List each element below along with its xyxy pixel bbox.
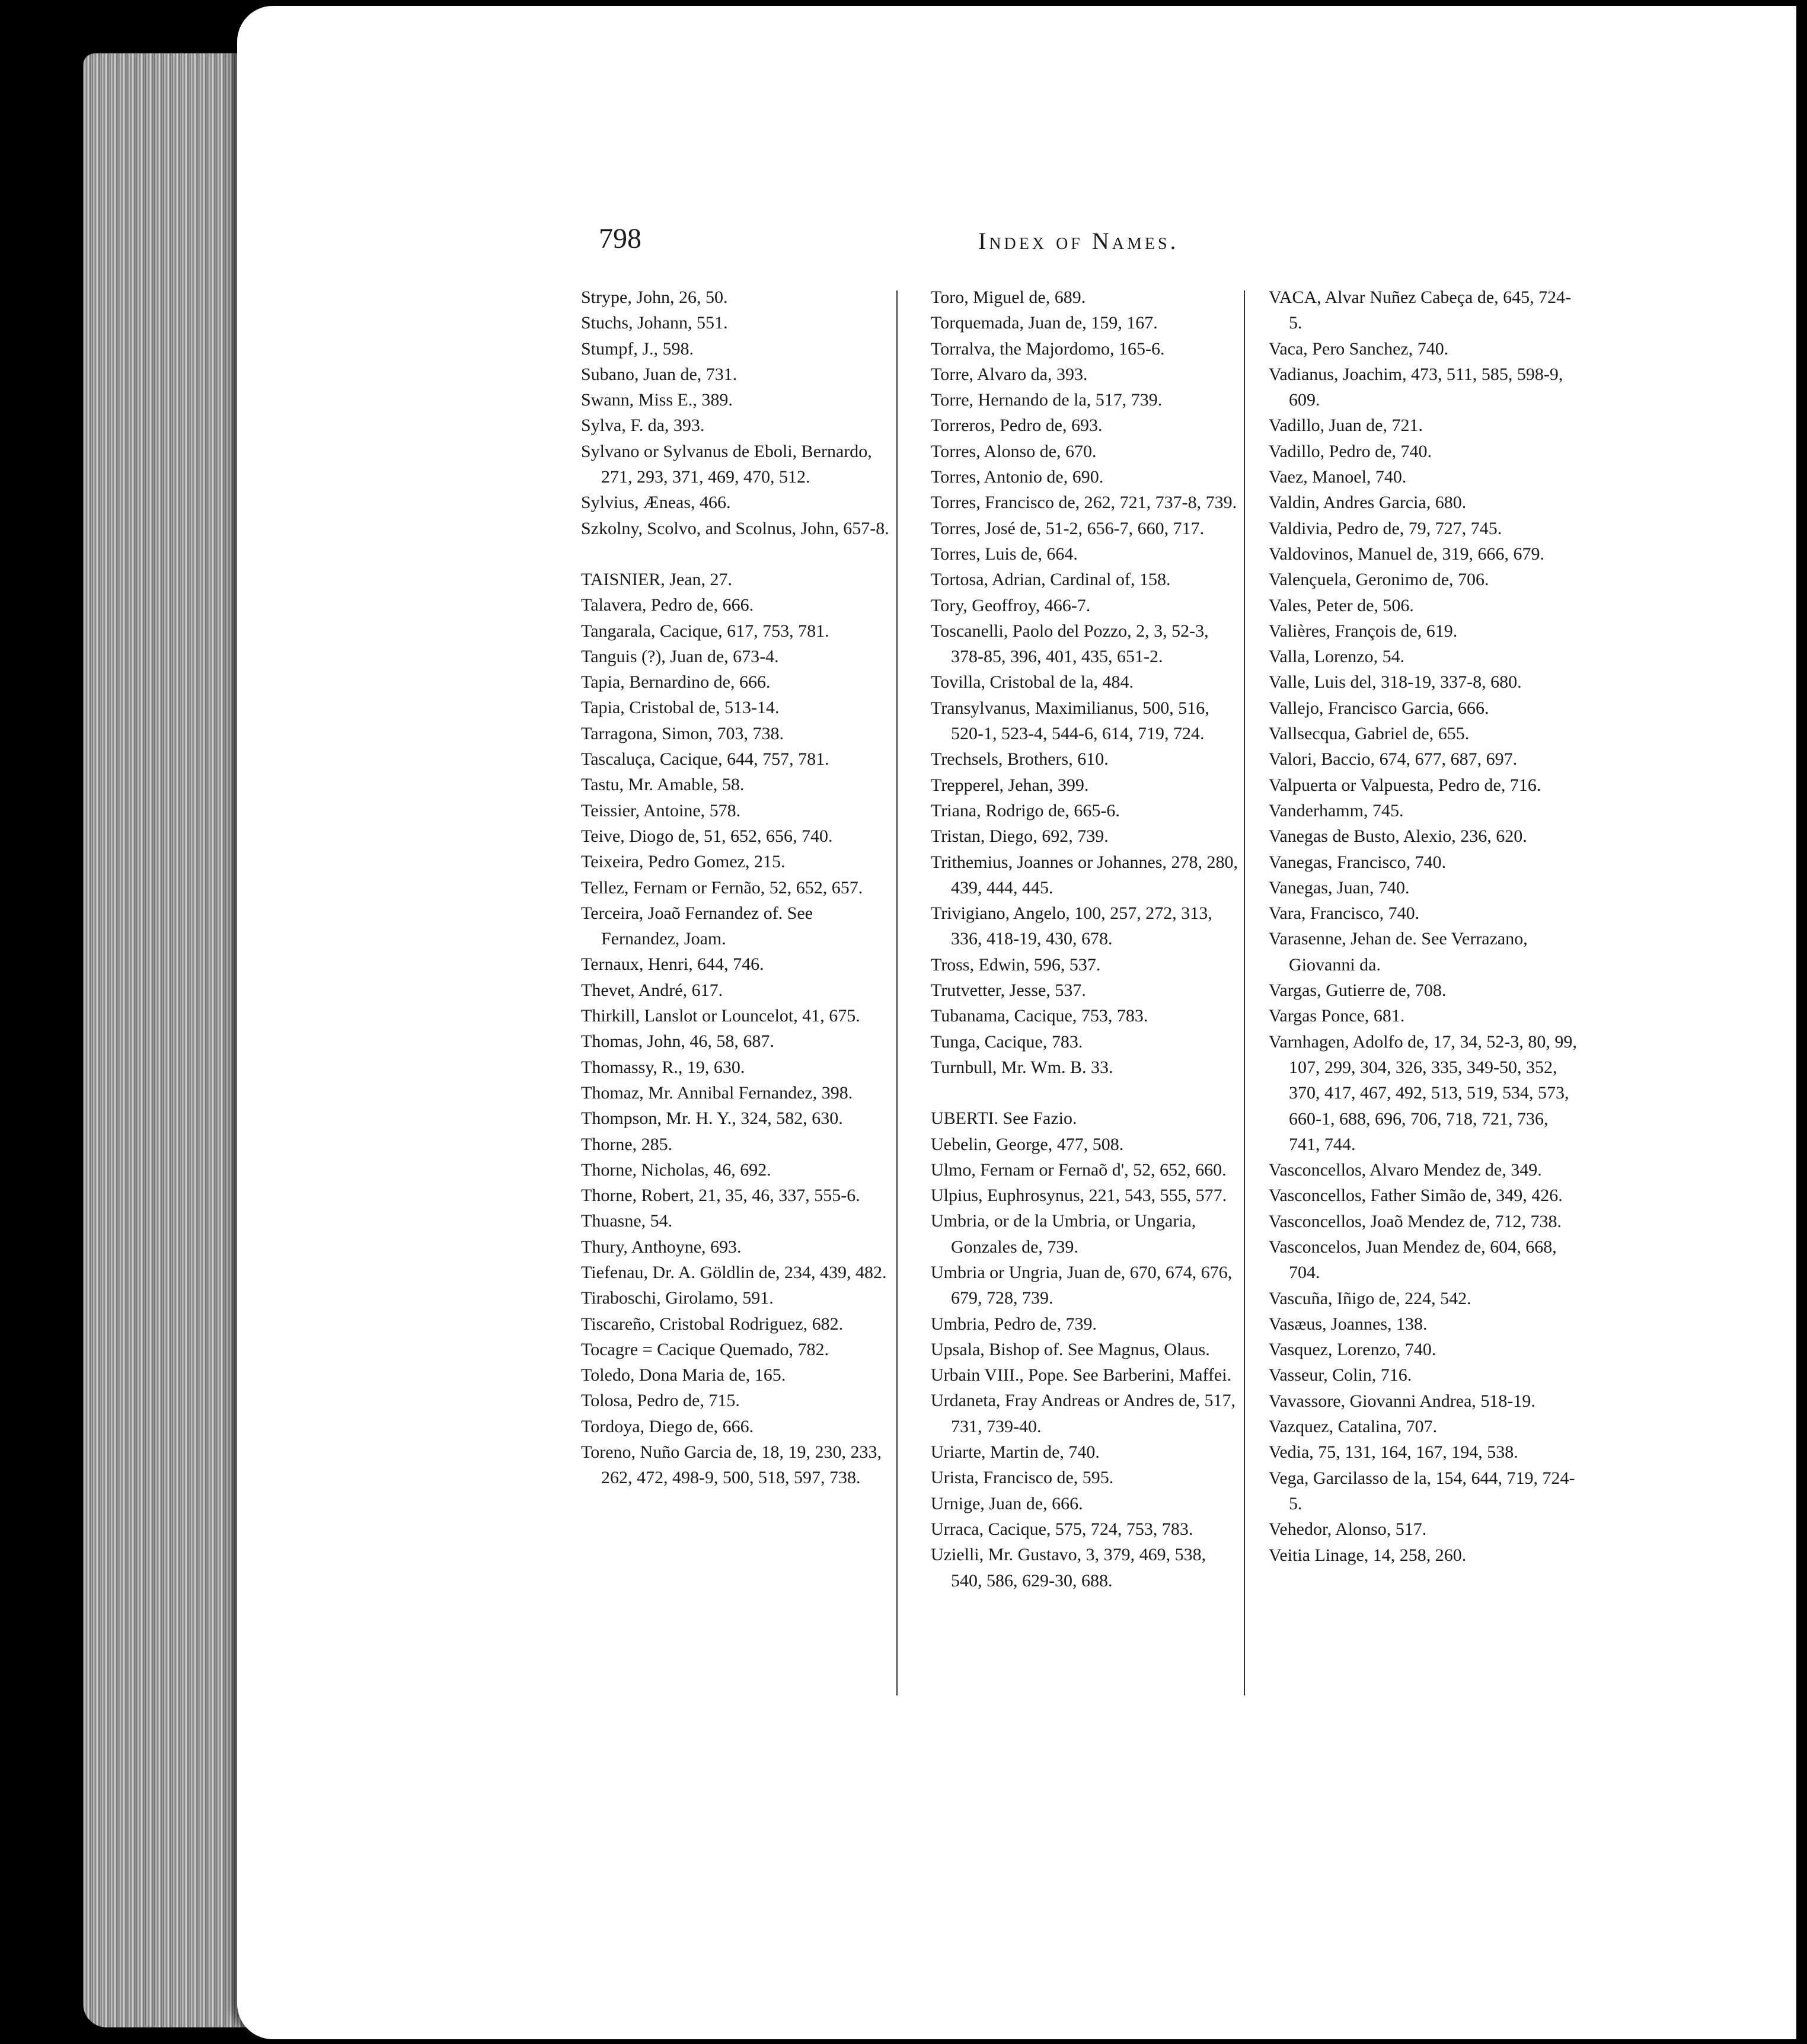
index-entry: Stumpf, J., 598. [581,338,694,359]
index-entry: Torres, José de, 51-2, 656-7, 660, 717. [931,518,1205,538]
index-entry: Vanderhamm, 745. [1269,800,1404,820]
index-entry: Torquemada, Juan de, 159, 167. [931,313,1158,333]
index-entry: UBERTI. See Fazio. [931,1109,1077,1129]
index-entry: Tiraboschi, Girolamo, 591. [581,1288,774,1308]
index-entry: Torreros, Pedro de, 693. [931,416,1103,436]
index-entry: Vanegas de Busto, Alexio, 236, 620. [1269,826,1527,847]
index-entry: Talavera, Pedro de, 666. [581,595,754,615]
index-entry: Thomas, John, 46, 58, 687. [581,1031,774,1052]
index-entry: Ternaux, Henri, 644, 746. [581,954,764,975]
index-entry: Vadillo, Juan de, 721. [1269,416,1423,436]
index-entry: Uriarte, Martin de, 740. [931,1442,1100,1462]
index-entry: Teive, Diogo de, 51, 652, 656, 740. [581,826,833,846]
index-entry: Vehedor, Alonso, 517. [1269,1519,1427,1540]
index-entry: Sylvano or Sylvanus de Eboli, Bernardo, 271, 293, 371, 469, 470, 512. [581,441,872,487]
index-column-2 [931,285,1239,1707]
index-entry: Thury, Anthoyne, 693. [581,1237,742,1257]
index-entry: Vega, Garcilasso de la, 154, 644, 719, 724-5. [1269,1468,1575,1513]
index-entry: Ulpius, Euphrosynus, 221, 543, 555, 577. [931,1186,1227,1206]
index-entry: Vedia, 75, 131, 164, 167, 194, 538. [1269,1442,1518,1462]
index-entry: Uzielli, Mr. Gustavo, 3, 379, 469, 538, 540, 586, 629-30, 688. [931,1545,1206,1591]
index-entry: Tiefenau, Dr. A. Göldlin de, 234, 439, 482. [581,1262,887,1282]
index-entry: Vanegas, Francisco, 740. [1269,852,1447,872]
index-entry: Tapia, Bernardino de, 666. [581,672,771,692]
index-entry: Valla, Lorenzo, 54. [1269,647,1405,667]
index-entry: Varnhagen, Adolfo de, 17, 34, 52-3, 80, 99, 107, 299, 304, 326, 335, 349-50, 352, 370, 417, 467, 492, 513, 519, 534, 573, 660-1, 688, 696, 706, 718, 721, 736, 741, 744. [1269,1031,1577,1154]
index-entry: Toscanelli, Paolo del Pozzo, 2, 3, 52-3, 378-85, 396, 401, 435, 651-2. [931,621,1209,667]
book-page-edges [83,53,261,2027]
index-entry: Torres, Francisco de, 262, 721, 737-8, 739. [931,493,1237,513]
index-entry: Veitia Linage, 14, 258, 260. [1269,1545,1467,1565]
index-entry: Torre, Alvaro da, 393. [931,364,1088,384]
index-entry: Upsala, Bishop of. See Magnus, Olaus. [931,1339,1210,1359]
index-entry: Thomassy, R., 19, 630. [581,1057,745,1077]
index-entry: Vasconcellos, Joaõ Mendez de, 712, 738. [1269,1211,1562,1231]
index-entry: Tellez, Fernam or Fernão, 52, 652, 657. [581,877,863,898]
index-entry: VACA, Alvar Nuñez Cabeça de, 645, 724-5. [1269,288,1572,333]
index-entry: Vallejo, Francisco Garcia, 666. [1269,698,1489,718]
page-number: 798 [599,223,641,254]
index-entry: Tolosa, Pedro de, 715. [581,1391,740,1411]
index-entry: Vasquez, Lorenzo, 740. [1269,1340,1436,1360]
index-entry: Thomaz, Mr. Annibal Fernandez, 398. [581,1082,853,1103]
index-entry: Toro, Miguel de, 689. [931,288,1086,307]
index-entry: Terceira, Joaõ Fernandez of. See Fernandez, Joam. [581,903,813,949]
index-entry: Tunga, Cacique, 783. [931,1031,1083,1052]
index-entry: Vasconcelos, Juan Mendez de, 604, 668, 704. [1269,1237,1557,1283]
index-entry: Toledo, Dona Maria de, 165. [581,1365,786,1385]
index-entry: Torres, Antonio de, 690. [931,467,1104,487]
index-entry: Thorne, 285. [581,1134,673,1154]
index-entry: Vargas Ponce, 681. [1269,1006,1405,1026]
index-entry: Tristan, Diego, 692, 739. [931,826,1109,847]
index-entry: Tocagre = Cacique Quemado, 782. [581,1339,829,1359]
section-gap [931,1080,1239,1106]
index-entry: Vasconcellos, Father Simão de, 349, 426. [1269,1186,1563,1206]
index-entry: Thuasne, 54. [581,1211,673,1231]
index-entry: Transylvanus, Maximilianus, 500, 516, 520-1, 523-4, 544-6, 614, 719, 724. [931,698,1209,744]
index-entry: Vaez, Manoel, 740. [1269,467,1407,487]
index-entry: Tastu, Mr. Amable, 58. [581,775,745,795]
index-entry: Szkolny, Scolvo, and Scolnus, John, 657-8. [581,518,889,538]
index-entry: Swann, Miss E., 389. [581,390,733,410]
index-entry: Valori, Baccio, 674, 677, 687, 697. [1269,749,1518,769]
index-entry: Valpuerta or Valpuesta, Pedro de, 716. [1269,775,1541,795]
index-entry: TAISNIER, Jean, 27. [581,569,733,589]
section-gap [581,541,895,567]
index-entry: Tanguis (?), Juan de, 673-4. [581,646,779,666]
index-entry: Thevet, André, 617. [581,980,723,1000]
index-entry: Vallsecqua, Gabriel de, 655. [1269,724,1470,744]
index-entry: Tortosa, Adrian, Cardinal of, 158. [931,570,1171,590]
index-column-1 [581,285,895,1707]
index-entry: Teixeira, Pedro Gomez, 215. [581,852,786,872]
index-entry: Vadillo, Pedro de, 740. [1269,441,1432,461]
index-entry: Thirkill, Lanslot or Louncelot, 41, 675. [581,1006,860,1026]
index-entry: Torres, Luis de, 664. [931,544,1078,564]
index-entry: Strype, John, 26, 50. [581,288,728,307]
index-entry: Toreno, Nuño Garcia de, 18, 19, 230, 233, 262, 472, 498-9, 500, 518, 597, 738. [581,1442,882,1488]
index-entry: Valle, Luis del, 318-19, 337-8, 680. [1269,672,1522,692]
index-entry: Teissier, Antoine, 578. [581,800,741,820]
index-entry: Urnige, Juan de, 666. [931,1493,1083,1513]
index-entry: Vascuña, Iñigo de, 224, 542. [1269,1288,1471,1308]
index-entry: Tapia, Cristobal de, 513-14. [581,698,780,718]
index-entry: Torres, Alonso de, 670. [931,441,1097,461]
index-entry: Tovilla, Cristobal de la, 484. [931,672,1134,692]
page-header [599,222,1743,264]
index-entry: Sylva, F. da, 393. [581,416,705,436]
index-entry: Vanegas, Juan, 740. [1269,877,1410,898]
column-rule [896,290,898,1695]
index-entry: Tascaluça, Cacique, 644, 757, 781. [581,749,829,769]
index-entry: Subano, Juan de, 731. [581,364,738,384]
index-entry: Vavassore, Giovanni Andrea, 518-19. [1269,1391,1535,1411]
index-entry: Valières, François de, 619. [1269,621,1458,641]
index-entry: Trivigiano, Angelo, 100, 257, 272, 313, 336, 418-19, 430, 678. [931,903,1212,949]
index-entry: Varasenne, Jehan de. See Verrazano, Giovanni da. [1269,929,1528,975]
index-entry: Valdovinos, Manuel de, 319, 666, 679. [1269,544,1544,564]
index-entry: Umbria, Pedro de, 739. [931,1314,1097,1334]
index-entry: Tordoya, Diego de, 666. [581,1416,754,1436]
index-entry: Vadianus, Joachim, 473, 511, 585, 598-9, 609. [1269,364,1563,410]
index-entry: Vasæus, Joannes, 138. [1269,1314,1428,1334]
index-entry: Stuchs, Johann, 551. [581,313,728,333]
index-entry: Valdin, Andres Garcia, 680. [1269,493,1467,513]
index-entry: Vara, Francisco, 740. [1269,903,1420,924]
index-entry: Trutvetter, Jesse, 537. [931,981,1086,1001]
index-entry: Valdivia, Pedro de, 79, 727, 745. [1269,518,1502,538]
index-entry: Tory, Geoffroy, 466-7. [931,595,1091,615]
index-entry: Vasseur, Colin, 716. [1269,1365,1412,1385]
index-entry: Valençuela, Geronimo de, 706. [1269,570,1489,590]
index-entry: Vargas, Gutierre de, 708. [1269,981,1447,1001]
index-entry: Urraca, Cacique, 575, 724, 753, 783. [931,1519,1193,1539]
index-entry: Thorne, Robert, 21, 35, 46, 337, 555-6. [581,1186,860,1206]
index-entry: Vasconcellos, Alvaro Mendez de, 349. [1269,1160,1542,1180]
index-entry: Trechsels, Brothers, 610. [931,749,1109,769]
index-entry: Umbria or Ungria, Juan de, 670, 674, 676, 679, 728, 739. [931,1262,1233,1308]
index-entry: Thompson, Mr. H. Y., 324, 582, 630. [581,1109,843,1129]
index-entry: Urista, Francisco de, 595. [931,1468,1114,1488]
index-entry: Torre, Hernando de la, 517, 739. [931,390,1163,410]
index-entry: Urdaneta, Fray Andreas or Andres de, 517, 731, 739-40. [931,1391,1236,1436]
index-entry: Turnbull, Mr. Wm. B. 33. [931,1057,1113,1077]
index-entry: Tubanama, Cacique, 753, 783. [931,1006,1148,1026]
index-entry: Tangarala, Cacique, 617, 753, 781. [581,621,829,641]
index-entry: Uebelin, George, 477, 508. [931,1134,1124,1154]
index-entry: Torralva, the Majordomo, 165-6. [931,338,1165,359]
index-entry: Trithemius, Joannes or Johannes, 278, 280, 439, 444, 445. [931,852,1238,898]
index-entry: Thorne, Nicholas, 46, 692. [581,1160,771,1180]
index-entry: Tarragona, Simon, 703, 738. [581,723,784,743]
running-title: Index of Names. [978,228,1179,254]
index-entry: Trepperel, Jehan, 399. [931,775,1089,795]
index-entry: Tross, Edwin, 596, 537. [931,954,1101,975]
index-entry: Urbain VIII., Pope. See Barberini, Maffei. [931,1365,1232,1385]
index-entry: Tiscareño, Cristobal Rodriguez, 682. [581,1314,844,1334]
index-entry: Vaca, Pero Sanchez, 740. [1269,338,1449,359]
index-entry: Triana, Rodrigo de, 665-6. [931,800,1120,820]
index-column-3 [1269,285,1583,1707]
index-entry: Umbria, or de la Umbria, or Ungaria, Gonzales de, 739. [931,1211,1196,1257]
index-entry: Vazquez, Catalina, 707. [1269,1417,1438,1437]
index-entry: Sylvius, Æneas, 466. [581,493,731,513]
index-entry: Vales, Peter de, 506. [1269,595,1414,615]
column-rule [1244,290,1245,1695]
index-entry: Ulmo, Fernam or Fernaõ d', 52, 652, 660. [931,1160,1227,1180]
